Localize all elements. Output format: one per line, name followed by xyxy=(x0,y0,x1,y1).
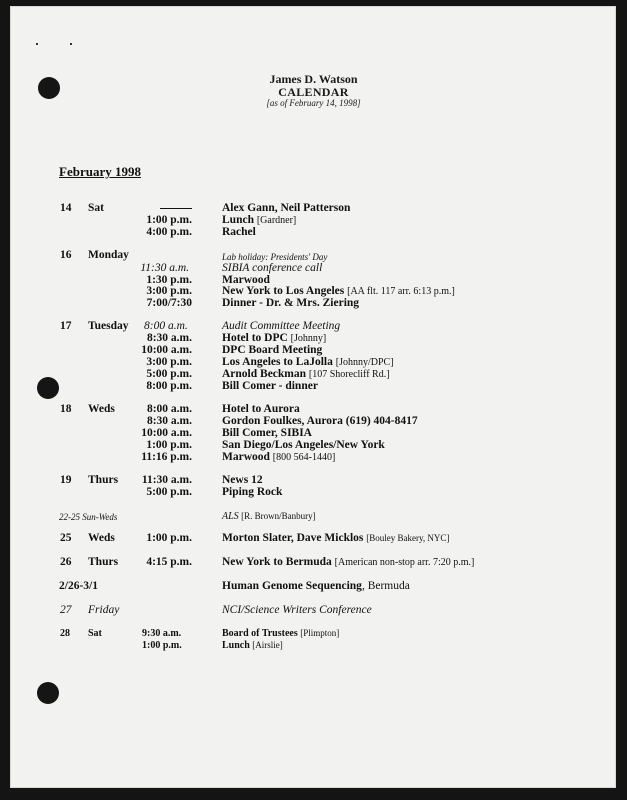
speck xyxy=(36,43,38,45)
event-title: New York to Bermuda xyxy=(222,556,332,568)
event-note: [American non-stop arr. 7:20 p.m.] xyxy=(334,557,475,568)
event-time: 5:00 p.m. xyxy=(146,486,192,498)
day-of-week: Sat xyxy=(88,628,102,639)
event xyxy=(222,511,316,522)
event-time: 5:00 p.m. xyxy=(146,368,192,380)
event-note: [Gardner] xyxy=(256,215,297,226)
event-title: Rachel xyxy=(222,226,256,238)
event-title: Piping Rock xyxy=(222,486,283,498)
event-title: Audit Committee Meeting xyxy=(222,320,341,332)
document-author: James D. Watson xyxy=(269,72,358,86)
event-time: 8:00 a.m. xyxy=(146,403,192,415)
event-title: Morton Slater, Dave Micklos xyxy=(222,532,364,544)
event-note: [R. Brown/Banbury] xyxy=(241,511,316,521)
event-note: , Bermuda xyxy=(361,580,410,592)
event xyxy=(222,580,410,592)
event-time: 10:00 a.m. xyxy=(141,344,192,356)
event-time: 11:30 a.m. xyxy=(141,474,192,486)
event-time: 1:00 p.m. xyxy=(146,532,192,544)
event-time: 8:00 p.m. xyxy=(146,380,192,392)
day-number: 19 xyxy=(60,474,72,486)
day-of-week: Weds xyxy=(88,403,115,415)
day-of-week: Thurs xyxy=(88,556,119,568)
day-number: 26 xyxy=(60,556,72,568)
date-range-label: 22-25 Sun-Weds xyxy=(59,512,118,522)
event-time: 10:00 a.m. xyxy=(141,427,192,439)
document-date-note: [as of February 14, 1998] xyxy=(266,98,361,108)
day-number: 14 xyxy=(60,202,72,214)
event-time: 11:30 a.m. xyxy=(140,262,189,274)
day-number: 16 xyxy=(60,249,72,261)
event xyxy=(222,451,335,463)
event-title: Marwood xyxy=(222,451,270,463)
event-title: Alex Gann, Neil Patterson xyxy=(222,202,351,214)
day-number: 28 xyxy=(60,628,70,639)
binder-hole-bottom xyxy=(37,682,59,704)
event-title: Lunch xyxy=(222,640,250,651)
event-time: 8:00 a.m. xyxy=(144,320,188,332)
event xyxy=(222,214,296,226)
event xyxy=(222,332,326,344)
event-time: 1:00 p.m. xyxy=(146,214,192,226)
event-time: 8:30 a.m. xyxy=(146,415,192,427)
document-title: CALENDAR xyxy=(278,85,349,99)
event xyxy=(222,532,449,544)
event xyxy=(222,556,474,568)
event-note: [107 Shorecliff Rd.] xyxy=(308,369,390,380)
day-of-week: Tuesday xyxy=(88,320,129,332)
event-time: 11:16 p.m. xyxy=(141,451,192,463)
date-range-label: 2/26-3/1 xyxy=(59,580,98,592)
event-note: [AA flt. 117 arr. 6:13 p.m.] xyxy=(347,286,455,297)
event-time: 1:00 p.m. xyxy=(146,439,192,451)
event-note: [Johnny/DPC] xyxy=(335,357,394,368)
event-title: New York to Los Angeles xyxy=(222,285,345,297)
event-title: Human Genome Sequencing xyxy=(222,580,362,592)
event-time: 3:00 p.m. xyxy=(146,285,192,297)
event-time: 4:00 p.m. xyxy=(146,226,192,238)
event-title: SIBIA conference call xyxy=(222,262,323,274)
event-title: Gordon Foulkes, Aurora (619) 404-8417 xyxy=(222,415,418,427)
event-title: Bill Comer, SIBIA xyxy=(222,427,312,439)
event-title: News 12 xyxy=(222,474,263,486)
day-of-week: Monday xyxy=(88,249,129,261)
event xyxy=(222,285,455,297)
document-page xyxy=(10,6,616,788)
day-of-week: Sat xyxy=(88,202,104,214)
event-title: Hotel to DPC xyxy=(222,332,288,344)
day-number: 17 xyxy=(60,320,72,332)
event-time: 9:30 a.m. xyxy=(142,628,182,639)
event xyxy=(222,368,390,380)
day-number: 25 xyxy=(60,532,72,544)
event xyxy=(222,640,283,651)
day-number: 18 xyxy=(60,403,72,415)
binder-hole-middle xyxy=(37,377,59,399)
event-note: [Airslie] xyxy=(252,640,283,650)
event-title: Los Angeles to LaJolla xyxy=(222,356,333,368)
time-blank-line xyxy=(160,208,192,209)
event-time: 1:30 p.m. xyxy=(146,274,192,286)
event-title: Arnold Beckman xyxy=(222,368,307,380)
event-title: Marwood xyxy=(222,274,270,286)
event-note: [Plimpton] xyxy=(300,628,340,638)
event-note: [Bouley Bakery, NYC] xyxy=(366,533,450,543)
event-title: Hotel to Aurora xyxy=(222,403,300,415)
event-title: Lab holiday: Presidents' Day xyxy=(222,252,328,262)
month-heading: February 1998 xyxy=(59,164,141,179)
event xyxy=(222,628,339,639)
event-time: 1:00 p.m. xyxy=(142,640,182,651)
day-of-week: Weds xyxy=(88,532,115,544)
event-time: 4:15 p.m. xyxy=(146,556,192,568)
event-time: 3:00 p.m. xyxy=(146,356,192,368)
event-title: DPC Board Meeting xyxy=(222,344,323,356)
event xyxy=(222,356,394,368)
event-note: [Johnny] xyxy=(290,333,327,344)
event-title: Bill Comer - dinner xyxy=(222,380,318,392)
day-number: 27 xyxy=(60,604,72,616)
event-title: Lunch xyxy=(222,214,254,226)
event-title: NCI/Science Writers Conference xyxy=(222,604,372,616)
event-title: Dinner - Dr. & Mrs. Ziering xyxy=(222,297,360,309)
event-note: [800 564-1440] xyxy=(272,452,336,463)
event-time: 8:30 a.m. xyxy=(146,332,192,344)
event-time: 7:00/7:30 xyxy=(146,297,192,309)
event-title: San Diego/Los Angeles/New York xyxy=(222,439,385,451)
day-of-week: Friday xyxy=(88,604,120,616)
speck xyxy=(70,43,72,45)
event-title: Board of Trustees xyxy=(222,628,298,639)
day-of-week: Thurs xyxy=(88,474,119,486)
event-title: ALS xyxy=(222,511,239,522)
